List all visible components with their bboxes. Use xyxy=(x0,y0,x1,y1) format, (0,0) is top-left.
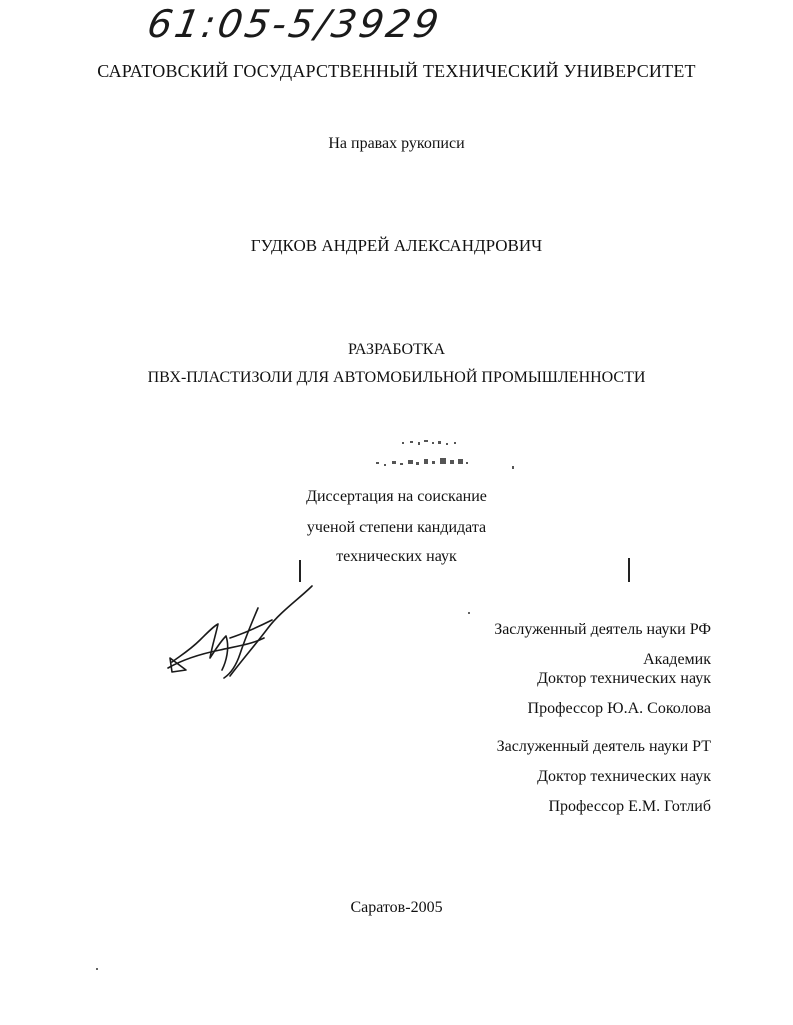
supervisor-2-name: Профессор Е.М. Готлиб xyxy=(548,798,711,815)
supervisor-1-name: Профессор Ю.А. Соколова xyxy=(527,700,711,717)
university-name: САРАТОВСКИЙ ГОСУДАРСТВЕННЫЙ ТЕХНИЧЕСКИЙ УНИВЕРСИТЕТ xyxy=(97,61,696,81)
title-line-1: РАЗРАБОТКА xyxy=(347,341,446,358)
supervisor-2-honorary-title: Заслуженный деятель науки РТ xyxy=(496,738,711,755)
dissertation-line-1: Диссертация на соискание xyxy=(306,488,487,505)
title-line-2: ПВХ-ПЛАСТИЗОЛИ ДЛЯ АВТОМОБИЛЬНОЙ ПРОМЫШЛЕННОСТИ xyxy=(147,369,646,386)
manuscript-note: На правах рукописи xyxy=(328,135,465,152)
signature xyxy=(160,578,330,688)
scan-speck xyxy=(468,612,470,614)
supervisor-1-academic-title: Академик xyxy=(643,651,711,668)
dissertation-line-3: технических наук xyxy=(336,548,457,565)
stamp-smudge xyxy=(366,436,516,476)
author-name: ГУДКОВ АНДРЕЙ АЛЕКСАНДРОВИЧ xyxy=(250,236,543,255)
supervisor-1-degree: Доктор технических наук xyxy=(537,670,711,687)
supervisor-2-degree: Доктор технических наук xyxy=(537,768,711,785)
scan-speck xyxy=(96,968,98,970)
city-year: Саратов-2005 xyxy=(350,899,443,916)
margin-tick-right xyxy=(628,558,630,582)
archive-code: 61:05-5/3929 xyxy=(144,2,445,46)
supervisor-1-honorary-title: Заслуженный деятель науки РФ xyxy=(494,621,711,638)
dissertation-line-2: ученой степени кандидата xyxy=(306,519,487,536)
